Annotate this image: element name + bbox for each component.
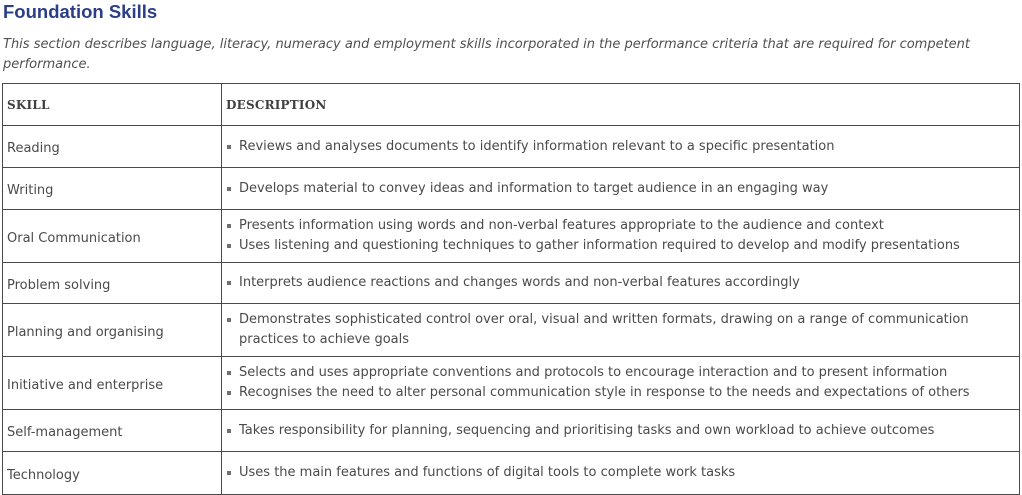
list-item: Interprets audience reactions and changes words and non-verbal features accordingly — [222, 273, 1019, 293]
skill-description — [222, 168, 1020, 210]
description-list — [222, 137, 1019, 157]
description-list — [222, 363, 1019, 403]
list-item: Demonstrates sophisticated control over oral, visual and written formats, drawing on a range of communication practices to achieve goals — [222, 310, 1019, 350]
list-item: Uses the main features and functions of digital tools to complete work tasks — [222, 463, 1019, 483]
column-header-description: DESCRIPTION — [222, 84, 1020, 126]
page-title: Foundation Skills — [3, 1, 158, 22]
skill-description — [222, 357, 1020, 410]
skill-name: Self-management — [3, 410, 222, 452]
skill-name: Reading — [3, 126, 222, 168]
section-intro: This section describes language, literacy, numeracy and employment skills incorporated in the performance criteria that are required for competent performance. — [3, 37, 971, 72]
foundation-skills-table — [2, 83, 1020, 495]
skill-name: Writing — [3, 168, 222, 210]
skill-description — [222, 304, 1020, 357]
table-row — [3, 168, 1020, 210]
skill-description — [222, 410, 1020, 452]
table-row — [3, 126, 1020, 168]
skill-name: Problem solving — [3, 263, 222, 304]
table-row — [3, 263, 1020, 304]
table-row — [3, 410, 1020, 452]
skill-name: Planning and organising — [3, 304, 222, 357]
table-row — [3, 304, 1020, 357]
list-item: Selects and uses appropriate conventions and protocols to encourage interaction and to present information — [222, 363, 1019, 383]
table-row — [3, 452, 1020, 495]
list-item: Develops material to convey ideas and information to target audience in an engaging way — [222, 179, 1019, 199]
list-item: Uses listening and questioning techniques to gather information required to develop and modify presentations — [222, 236, 1019, 256]
table-header-row — [3, 84, 1020, 126]
description-list — [222, 463, 1019, 483]
skill-description — [222, 452, 1020, 495]
skill-name: Oral Communication — [3, 210, 222, 263]
description-list — [222, 273, 1019, 293]
skill-description — [222, 126, 1020, 168]
list-item: Takes responsibility for planning, sequencing and prioritising tasks and own workload to achieve outcomes — [222, 421, 1019, 441]
list-item: Recognises the need to alter personal communication style in response to the needs and expectations of others — [222, 383, 1019, 403]
description-list — [222, 310, 1019, 350]
description-list — [222, 216, 1019, 256]
skill-description — [222, 263, 1020, 304]
list-item: Presents information using words and non-verbal features appropriate to the audience and context — [222, 216, 1019, 236]
table-row — [3, 210, 1020, 263]
table-row — [3, 357, 1020, 410]
description-list — [222, 179, 1019, 199]
skill-name: Technology — [3, 452, 222, 495]
list-item: Reviews and analyses documents to identify information relevant to a specific presentation — [222, 137, 1019, 157]
column-header-skill: SKILL — [3, 84, 222, 126]
skill-description — [222, 210, 1020, 263]
description-list — [222, 421, 1019, 441]
skill-name: Initiative and enterprise — [3, 357, 222, 410]
